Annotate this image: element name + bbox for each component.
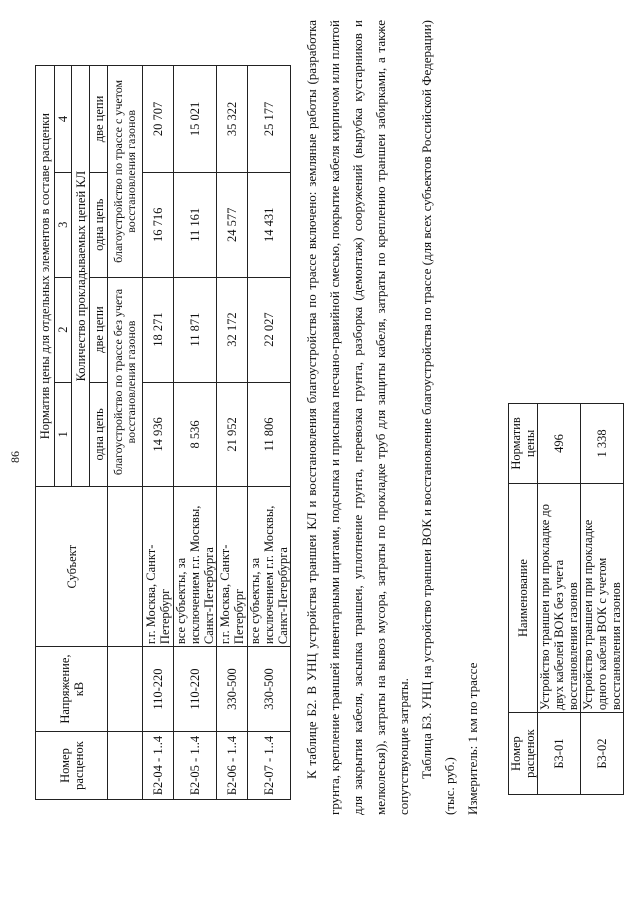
row-voltage: 330-500 bbox=[248, 647, 291, 732]
row-code: Б2-07 - 1..4 bbox=[248, 732, 291, 800]
table-b2 bbox=[35, 65, 291, 800]
row-voltage: 110-220 bbox=[143, 647, 174, 732]
table-row bbox=[217, 66, 248, 800]
row-value: 11 871 bbox=[174, 277, 217, 382]
row-voltage: 110-220 bbox=[174, 647, 217, 732]
header-norm-title: Норматив цены для отдельных элементов в составе расценки bbox=[36, 66, 55, 487]
row-value: 18 271 bbox=[143, 277, 174, 382]
table-b3-caption: Таблица Б3. УНЦ на устройство траншеи ВОК и восстановление благоустройства по трассе (для всех субъектов Российской Федерации) (тыс. руб.) bbox=[419, 20, 457, 815]
table-b3 bbox=[508, 403, 624, 795]
row-value: 11 806 bbox=[248, 382, 291, 487]
row-value: 496 bbox=[538, 404, 581, 484]
header-chain: две цепи bbox=[90, 277, 108, 382]
header-col-num: 4 bbox=[55, 66, 72, 173]
header-chain: одна цепь bbox=[90, 382, 108, 487]
table-row bbox=[581, 404, 624, 795]
table-b2-note: К таблице Б2. В УНЦ устройства траншеи КЛ и восстановления благоустройства по трассе включено: земляные работы (разработка грунта, крепление траншей инвентарными щитами, подсыпка и присыпка песчано-гравийной смесью, покрытие кабеля кирпичом или плитой для закрытия кабеля, засыпка траншеи, уплотнение грунта, перевозка грунта, разборка (демонтаж) сооружений (вырубка кустарников и мелколесья)), затраты на вывоз мусора, затраты по прокладке труб для защиты кабеля, затраты по креплению траншеи забирками, а также сопутствующие затраты. bbox=[304, 20, 411, 815]
row-subject: все субъекты, за исключением г.г. Москвы, Санкт-Петербурга bbox=[174, 487, 217, 647]
row-value: 1 338 bbox=[581, 404, 624, 484]
row-name: Устройство траншеи при прокладке до двух кабелей ВОК без учета восстановления газонов bbox=[538, 483, 581, 712]
measure-line: Измеритель: 1 км по трассе bbox=[465, 662, 480, 815]
row-value: 8 536 bbox=[174, 382, 217, 487]
row-value: 24 577 bbox=[217, 172, 248, 277]
row-code: Б3-01 bbox=[538, 713, 581, 795]
row-value: 14 431 bbox=[248, 172, 291, 277]
header-landscaping-without-lawns: благоустройство по трассе без учета восстановления газонов bbox=[108, 277, 143, 487]
row-subject: все субъекты, за исключением г.г. Москвы, Санкт-Петербурга bbox=[248, 487, 291, 647]
row-code: Б2-05 - 1..4 bbox=[174, 732, 217, 800]
header-col-num: 3 bbox=[55, 172, 72, 277]
header-norm: Норматив цены bbox=[509, 404, 538, 484]
row-code: Б2-04 - 1..4 bbox=[143, 732, 174, 800]
row-value: 22 027 bbox=[248, 277, 291, 382]
header-chain: одна цепь bbox=[90, 172, 108, 277]
header-blank bbox=[108, 732, 143, 800]
header-landscaping-with-lawns: благоустройство по трассе с учетом восстановления газонов bbox=[108, 66, 143, 278]
row-value: 16 716 bbox=[143, 172, 174, 277]
header-number: Номер расценок bbox=[36, 732, 108, 800]
row-subject: г.г. Москва, Санкт-Петербург bbox=[143, 487, 174, 647]
row-code: Б3-02 bbox=[581, 713, 624, 795]
header-chain: две цепи bbox=[90, 66, 108, 173]
table-row bbox=[174, 66, 217, 800]
header-blank bbox=[108, 487, 143, 647]
header-subject: Субъект bbox=[36, 487, 108, 647]
header-cables-count: Количество прокладываемых цепей КЛ bbox=[72, 66, 90, 487]
row-name: Устройство траншеи при прокладке одного кабеля ВОК с учетом восстановления газонов bbox=[581, 483, 624, 712]
page-number: 86 bbox=[8, 451, 22, 463]
header-blank bbox=[108, 647, 143, 732]
header-number: Номер расценок bbox=[509, 713, 538, 795]
header-col-num: 1 bbox=[55, 382, 72, 487]
row-value: 20 707 bbox=[143, 66, 174, 173]
header-col-num: 2 bbox=[55, 277, 72, 382]
row-value: 11 161 bbox=[174, 172, 217, 277]
row-value: 32 172 bbox=[217, 277, 248, 382]
row-code: Б2-06 - 1..4 bbox=[217, 732, 248, 800]
row-value: 35 322 bbox=[217, 66, 248, 173]
row-subject: г.г. Москва, Санкт-Петербург bbox=[217, 487, 248, 647]
table-row bbox=[248, 66, 291, 800]
header-voltage: Напряжение, кВ bbox=[36, 647, 108, 732]
header-name: Наименование bbox=[509, 483, 538, 712]
row-value: 21 952 bbox=[217, 382, 248, 487]
table-row bbox=[143, 66, 174, 800]
row-voltage: 330-500 bbox=[217, 647, 248, 732]
table-row bbox=[538, 404, 581, 795]
row-value: 15 021 bbox=[174, 66, 217, 173]
row-value: 14 936 bbox=[143, 382, 174, 487]
row-value: 25 177 bbox=[248, 66, 291, 173]
